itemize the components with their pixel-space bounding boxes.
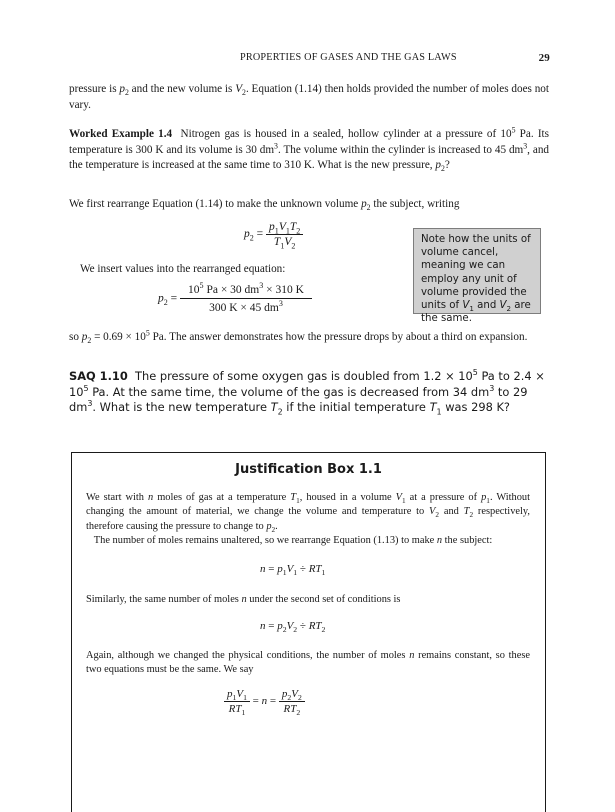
- running-title: PROPERTIES OF GASES AND THE GAS LAWS: [240, 52, 457, 63]
- box-paragraph-3: Again, although we changed the physical conditions, the number of moles n remains constant, so these two equations must be the same. We say: [86, 650, 530, 676]
- insert-values-text: We insert values into the rearranged equation:: [80, 263, 286, 275]
- equation-values-fraction: $\frac{10^5 Pa \times 30 dm^3 \times 310 K}{300 K \times 45 dm^3}$: [180, 284, 312, 314]
- intro-paragraph: pressure is $p_2$ and the new volume is $V_2$. Equation (1.14) then holds provided the number of moles does not vary.: [69, 83, 549, 111]
- box-equation-2: $n = p_2V_2 \div RT_2$: [260, 620, 326, 635]
- box-equation-1: $n = p_1V_1 \div RT_1$: [260, 563, 326, 578]
- worked-example-label: Worked Example 1.4: [69, 128, 173, 140]
- margin-note: Note how the units of volume cancel, meaning we can employ any unit of volume provided the units of $V_1$ and $V_2$ are the same.: [413, 228, 541, 314]
- saq-question: SAQ 1.10 The pressure of some oxygen gas is doubled from $1.2 \times 10^5$ Pa to $2.4 \times 10^5$ Pa. At the same time, the volume of the gas is decreased from 34 $dm^3$ to 29 $dm^3$. What is the new temperature $T_2$ if the initial temperature $T_1$ was 298 K?: [69, 368, 545, 417]
- box-title: Justification Box 1.1: [235, 462, 382, 477]
- box-paragraph-1: We start with n moles of gas at a temperature $T_1$, housed in a volume $V_1$ at a pressure of $p_1$. Without changing the amount of material, we change the volume and temperature to $V_2$ and $T_2$ respectively, therefore causing the pressure to change to $p_2$. The number of moles remains unaltered, so we rearrange Equation (1.13) to make n the subject:: [86, 492, 531, 547]
- running-header: [240, 52, 550, 63]
- justification-box: [71, 452, 546, 812]
- rearrange-paragraph: We first rearrange Equation (1.14) to make the unknown volume $p_2$ the subject, writing: [69, 198, 460, 213]
- equation-rearranged: $p_2$ = $\frac{p_1V_1T_2}{T_1V_2}$: [244, 221, 303, 248]
- box-paragraph-2: Similarly, the same number of moles n under the second set of conditions is: [86, 594, 401, 605]
- saq-label: SAQ 1.10: [69, 369, 128, 383]
- result-paragraph: so $p_2 = 0.69 \times 10^5$ Pa. The answer demonstrates how the pressure drops by about a third on expansion.: [69, 328, 528, 346]
- page-number: 29: [538, 52, 550, 64]
- worked-example: Worked Example 1.4 Nitrogen gas is housed in a sealed, hollow cylinder at a pressure of $10^5$ Pa. Its temperature is 300 K and its volume is 30 $dm^3$. The volume within the cylinder is increased to 45 $dm^3$, and the temperature is increased at the same time to 310 K. What is the new pressure, $p_2$?: [69, 125, 550, 174]
- equation-values: $p_2$ = $\frac{10^5 Pa \times 30 dm^3 \times 310 K}{300 K \times 45 dm^3}$: [158, 284, 312, 314]
- box-equation-3: $\frac{p_1V_1}{RT_1}$ = n = $\frac{p_2V_2}{RT_2}$: [224, 688, 305, 715]
- equation-fraction: $\frac{p_1V_1T_2}{T_1V_2}$: [266, 221, 303, 248]
